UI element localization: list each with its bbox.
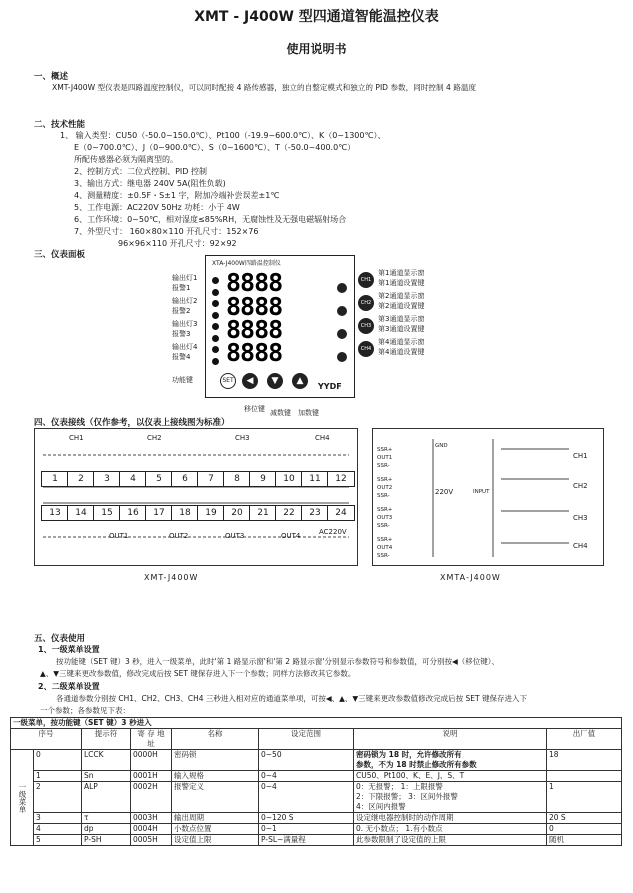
document-subtitle: 使用说明书 [286,42,347,56]
display-ch1: 8888 [226,268,283,297]
desc-line: 0. 无小数点； 1.有小数点 [356,824,443,833]
ssr-label-5: SSR- [377,493,390,499]
spec-line-10: 96×96×110 开孔尺寸：92×92 [118,239,237,248]
table-row [11,813,622,824]
parameter-table [10,717,622,846]
led-out-3 [212,323,219,330]
label-out-4: 输出灯4 [172,343,198,351]
th-no: 序号 [11,729,82,750]
model-label-xmt: XMT-J400W [144,573,199,582]
cell-desc [354,782,547,813]
cell-no: 0 [34,750,82,771]
ch3-set-button[interactable] [337,329,347,339]
xmta-ch4: CH4 [573,542,588,550]
terminal-5: 5 [145,471,173,487]
cell-address: 0002H [131,782,172,813]
ssr-label-3: SSR+ [377,477,393,483]
label-out-1: 输出灯1 [172,274,198,282]
table-header-row [11,729,622,750]
usage-para-1b: ▲、▼三键来更改参数值，修改完成后按 SET 键保存进入下一个参数；同样方法修改其它参数。 [40,669,356,678]
terminal-22: 22 [275,505,303,521]
usage-sub-1: 1、一级菜单设置 [38,645,100,654]
cell-default: 随机 [547,835,622,846]
label-ch2-set: 第2通道设置键 [378,302,425,310]
terminal-17: 17 [145,505,173,521]
desc-line: 此参数限制了设定值的上限 [356,835,446,844]
led-out-2 [212,300,219,307]
label-shift-key: 移位键 [244,405,265,413]
section-specs-heading: 二、技术性能 [34,120,86,130]
desc-line: 0：无报警； 1：上限报警 [356,782,443,791]
xmta-ch1: CH1 [573,452,588,460]
cell-desc [354,824,547,835]
wiring-ch4: CH4 [315,434,330,442]
document-title: XMT - J400W 型四通道智能温控仪表 [194,9,439,25]
cell-no: 1 [34,771,82,782]
ssr-label-2: SSR- [377,463,390,469]
gnd-label: GND [435,443,448,449]
label-ch3-display: 第3通道显示窗 [378,315,425,323]
wiring-out4: OUT4 [281,532,301,540]
cell-no: 2 [34,782,82,813]
terminal-7: 7 [197,471,225,487]
parameter-table-wrap [10,717,622,846]
brand-label: YYDF [318,382,342,391]
terminal-20: 20 [223,505,251,521]
cell-address: 0004H [131,824,172,835]
label-ch2-display: 第2通道显示窗 [378,292,425,300]
terminal-23: 23 [301,505,329,521]
cell-symbol: dp [82,824,131,835]
label-ch4-display: 第4通道显示窗 [378,338,425,346]
cell-address: 0005H [131,835,172,846]
th-default: 出厂值 [547,729,622,750]
terminal-15: 15 [93,505,121,521]
down-arrow-icon: ▼ [271,376,279,386]
desc-line: 密码锁为 18 时，允许修改所有 [356,750,462,759]
terminal-18: 18 [171,505,199,521]
ssr-label-10: OUT4 [377,545,393,551]
label-func-key: 功能键 [172,376,193,384]
left-arrow-icon: ◀ [246,376,254,386]
led-alarm-2 [212,312,219,319]
th-range: 设定范围 [259,729,354,750]
cell-address: 0000H [131,750,172,771]
up-arrow-icon: ▲ [296,376,304,386]
terminal-24: 24 [327,505,355,521]
cell-range: 0~50 [259,750,354,771]
spec-line-5: 3、输出方式：继电器 240V 5A(阻性负载) [74,179,226,188]
cell-range: P-SL~满量程 [259,835,354,846]
usage-para-1a: 按功能键（SET 键）3 秒，进入一级菜单，此时'第 1 路显示窗'和'第 2 路显示窗'分别显示参数符号和参数值，可分别按◀（移位键）、 [56,657,499,666]
section-usage-heading: 五、仪表使用 [34,634,86,644]
label-out-2: 输出灯2 [172,297,198,305]
label-inc-key: 加数键 [298,409,319,417]
terminal-11: 11 [301,471,329,487]
ssr-label-1: OUT1 [377,455,393,461]
ch3-button[interactable]: CH3 [358,318,374,334]
spec-line-3: 所配传感器必须为隔离型的。 [74,155,178,164]
wiring-lines [35,429,357,565]
overview-text: XMT-J400W 型仪表是四路温度控制仪，可以同时配接 4 路传感器，独立的自整定模式和独立的 PID 参数，同时控制 4 路温度 [52,83,477,92]
terminal-6: 6 [171,471,199,487]
cell-symbol: P-SH [82,835,131,846]
label-ch1-set: 第1通道设置键 [378,279,425,287]
terminal-2: 2 [67,471,95,487]
terminal-14: 14 [67,505,95,521]
spec-line-1: 1、 输入类型：CU50（-50.0~150.0℃）、Pt100（-19.9~600.0℃）、K（0~1300℃）、 [60,131,386,140]
led-alarm-3 [212,335,219,342]
ssr-label-8: SSR- [377,523,390,529]
table-row [11,771,622,782]
cell-name: 输入规格 [172,771,259,782]
table-row [11,750,622,771]
label-dec-key: 减数键 [270,409,291,417]
panel-title: XTA-J400W四路温控制仪 [212,260,281,267]
cell-default: 1 [547,782,622,813]
cell-address: 0003H [131,813,172,824]
cell-no: 3 [34,813,82,824]
th-name: 名称 [172,729,259,750]
cell-default [547,771,622,782]
label-ch4-set: 第4通道设置键 [378,348,425,356]
input-label: INPUT [473,489,490,495]
label-alarm-1: 报警1 [172,284,191,292]
label-ch3-set: 第3通道设置键 [378,325,425,333]
cell-no: 5 [34,835,82,846]
label-alarm-2: 报警2 [172,307,191,315]
label-ch1-display: 第1通道显示窗 [378,269,425,277]
wiring-out1: OUT1 [109,532,129,540]
label-out-3: 输出灯3 [172,320,198,328]
instrument-panel [205,255,355,398]
cell-desc [354,835,547,846]
cell-symbol: LCCK [82,750,131,771]
cell-range: 0~120 S [259,813,354,824]
terminal-3: 3 [93,471,121,487]
terminal-1: 1 [41,471,69,487]
v220-label: 220V [435,488,454,496]
display-ch4: 8888 [226,338,283,367]
shift-button[interactable] [242,373,258,389]
cell-name: 密码锁 [172,750,259,771]
usage-sub-2: 2、二级菜单设置 [38,682,100,691]
spec-line-8: 6、工作环境：0~50℃，相对湿度≤85%RH，无腐蚀性及无强电磁辐射场合 [74,215,347,224]
terminal-12: 12 [327,471,355,487]
desc-line: 设定继电器控制时的动作周期 [356,813,454,822]
wiring-out2: OUT2 [169,532,189,540]
terminal-10: 10 [275,471,303,487]
ch4-set-button[interactable] [337,352,347,362]
cell-range: 0~4 [259,771,354,782]
cell-symbol: ALP [82,782,131,813]
spec-line-6: 4、测量精度：±0.5F・S±1 字，附加冷端补尝误差±1℃ [74,191,280,200]
cell-default: 18 [547,750,622,771]
led-alarm-4 [212,358,219,365]
xmta-lines [373,429,603,565]
group-label: 一级菜单 [11,750,34,846]
ch2-set-button[interactable] [337,306,347,316]
desc-line: 4：区间内报警 [356,802,406,811]
table-row [11,824,622,835]
th-symbol: 提示符 [82,729,131,750]
terminal-16: 16 [119,505,147,521]
cell-default: 20 S [547,813,622,824]
wiring-ch2: CH2 [147,434,162,442]
cell-address: 0001H [131,771,172,782]
section-panel-heading: 三、仪表面板 [34,250,86,260]
cell-name: 报警定义 [172,782,259,813]
cell-symbol: τ [82,813,131,824]
desc-line: 2：下限报警； 3：区间外报警 [356,792,458,801]
usage-para-2a: 各通道参数分别按 CH1、CH2、CH3、CH4 三秒进入相对应的通道菜单项，可按◀、▲、▼三键来更改参数值修改完成后按 SET 键保存进入下 [56,694,528,703]
terminal-9: 9 [249,471,277,487]
desc-line: CU50、Pt100、K、E、J、S、T [356,771,465,780]
th-desc: 说明 [354,729,547,750]
label-alarm-3: 报警3 [172,330,191,338]
led-out-1 [212,277,219,284]
wiring-ch1: CH1 [69,434,84,442]
section-overview-heading: 一、概述 [34,72,69,82]
ch1-set-button[interactable] [337,283,347,293]
cell-range: 0~4 [259,782,354,813]
section-wiring-heading: 四、仪表接线（仅作参考，以仪表上接线图为标准） [34,418,230,428]
increase-button[interactable] [292,373,308,389]
desc-line: 参数，不为 18 时禁止修改所有参数 [356,760,477,769]
spec-line-4: 2、控制方式：二位式控制、PID 控制 [74,167,207,176]
spec-line-9: 7、外型尺寸： 160×80×110 开孔尺寸：152×76 [74,227,259,236]
ch1-button[interactable]: CH1 [358,272,374,288]
table-row [11,835,622,846]
ssr-label-7: OUT3 [377,515,393,521]
display-ch3: 8888 [226,315,283,344]
cell-desc [354,813,547,824]
wiring-diagram-xmt [34,428,358,566]
ssr-label-9: SSR+ [377,537,393,543]
cell-default: 0 [547,824,622,835]
terminal-13: 13 [41,505,69,521]
cell-desc [354,771,547,782]
cell-symbol: Sn [82,771,131,782]
ch4-button[interactable]: CH4 [358,341,374,357]
wiring-diagram-xmta [372,428,604,566]
terminal-4: 4 [119,471,147,487]
ssr-label-6: SSR+ [377,507,393,513]
usage-para-2b: 一个参数；各参数见下表： [40,706,130,715]
ssr-label-0: SSR+ [377,447,393,453]
set-button[interactable]: SET [220,373,236,389]
wiring-ch3: CH3 [235,434,250,442]
terminal-21: 21 [249,505,277,521]
ssr-label-11: SSR- [377,553,390,559]
decrease-button[interactable] [267,373,283,389]
wiring-power: AC220V [319,528,347,536]
led-alarm-1 [212,289,219,296]
wiring-out3: OUT3 [225,532,245,540]
cell-range: 0~1 [259,824,354,835]
cell-desc [354,750,547,771]
terminal-8: 8 [223,471,251,487]
spec-line-7: 5、工作电源：AC220V 50Hz 功耗：小于 4W [74,203,240,212]
ch2-button[interactable]: CH2 [358,295,374,311]
cell-name: 设定值上限 [172,835,259,846]
table-row [11,782,622,813]
led-out-4 [212,346,219,353]
th-address: 寄 存 地 址 [131,729,172,750]
cell-no: 4 [34,824,82,835]
spec-line-2: E（0~700.0℃）、J（0~900.0℃）、S（0~1600℃）、T（-50.0~400.0℃） [74,143,356,152]
model-label-xmta: XMTA-J400W [440,573,501,582]
terminal-19: 19 [197,505,225,521]
table-caption: 一级菜单，按功能键（SET 键）3 秒进入 [11,718,622,729]
ssr-label-4: OUT2 [377,485,393,491]
display-ch2: 8888 [226,292,283,321]
xmta-ch3: CH3 [573,514,588,522]
cell-name: 小数点位置 [172,824,259,835]
label-alarm-4: 报警4 [172,353,191,361]
cell-name: 输出周期 [172,813,259,824]
xmta-ch2: CH2 [573,482,588,490]
